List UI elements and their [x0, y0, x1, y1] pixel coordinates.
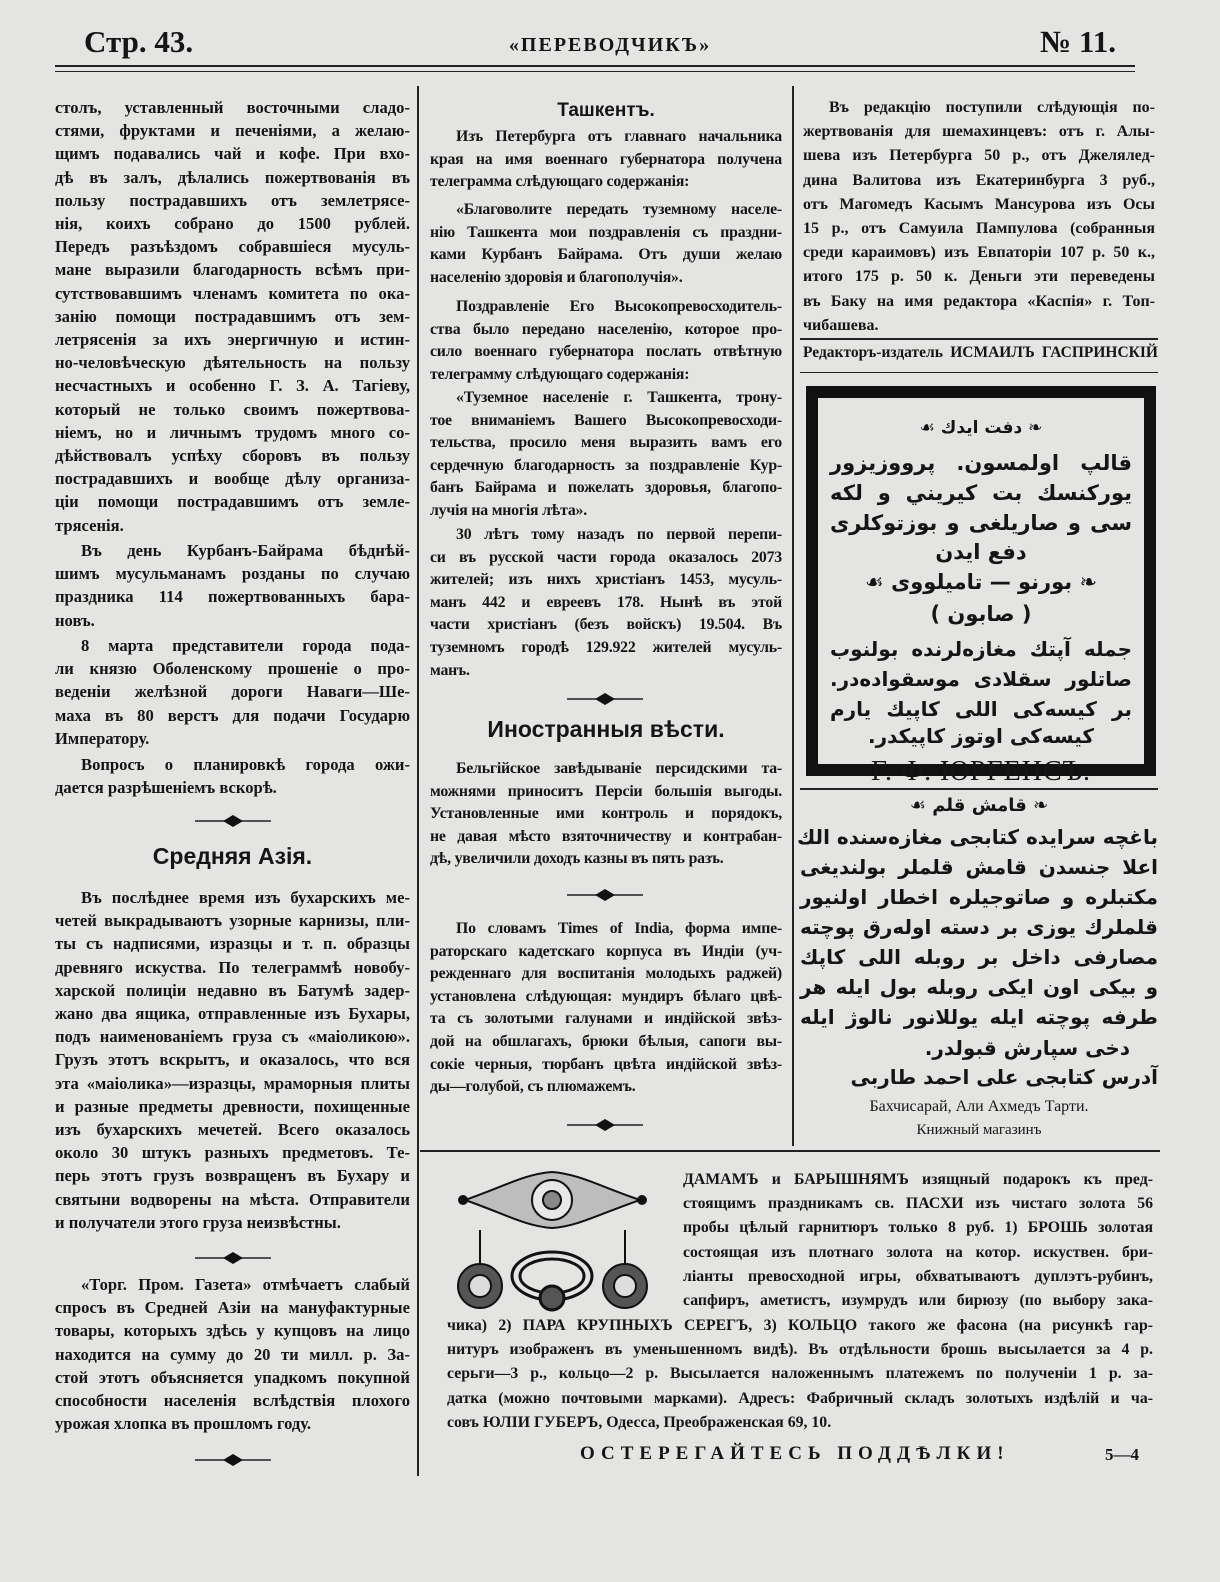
- article-paragraph: [55, 539, 410, 632]
- text-line: серьги—3 р., кольцо—2 р. Высылается наложеннымъ платежемъ по полученіи 1 р. за-: [447, 1365, 1153, 1383]
- text-line: قلملرك يوزى بر دسته اوله‌رق پوچته: [800, 915, 1158, 939]
- text-line: банъ Байрама и пожелать здоровья, благопо-: [430, 479, 782, 497]
- text-line: ды—голубой, съ плюмажемъ.: [430, 1078, 636, 1096]
- text-line: дой на обшлагахъ, брюки бѣлыя, сапоги вы-: [430, 1032, 782, 1050]
- text-line: дѣ, увеличили доходъ казны въ пять разъ.: [430, 850, 724, 868]
- insertion-number: 5—4: [1105, 1445, 1139, 1464]
- text-line: населенію здоровія и благополучія».: [430, 268, 683, 286]
- text-line: эта «маіолика»—изразцы, мраморныя плиты: [55, 1073, 410, 1093]
- product-type: ( صابون ): [930, 602, 1032, 626]
- text-line: но-человѣческую дѣятельность на пользу: [55, 353, 410, 373]
- article-paragraph: [55, 96, 410, 537]
- text-line: стой этотъ объясняется упадкомъ покупной: [55, 1367, 410, 1387]
- ad-shop: Книжный магазинъ: [916, 1122, 1042, 1138]
- text-line: Передъ разъѣздомъ собравшіеся мусуль-: [55, 237, 410, 257]
- ornament-divider: [565, 1118, 645, 1132]
- brooch-icon: [459, 1172, 646, 1228]
- jewelry-illustration: [455, 1168, 650, 1326]
- header-rule-bottom: [55, 71, 1135, 72]
- text-line: 8 марта представители города пода-: [81, 636, 410, 655]
- text-line: состоящая изъ плотнаго золота на котор. искуствен. бри-: [683, 1243, 1153, 1261]
- text-line: يوركنسك بت كيريني و لكه: [830, 481, 1132, 505]
- text-line: трясенія.: [55, 515, 124, 535]
- text-line: ками Курбанъ Байрама. Отъ души желаю: [430, 246, 782, 264]
- text-line: манъ.: [430, 661, 470, 679]
- text-line: Бельгійское завѣдываніе персидскими та-: [456, 760, 782, 777]
- ornament-divider: [193, 814, 273, 828]
- text-line: отъ Магомедъ Касымъ Мансурова изъ Осы: [803, 195, 1155, 213]
- text-line: «Туземное населеніе г. Ташкента, трону-: [456, 389, 782, 406]
- text-line: нія, коихъ собрано до 1500 рублей.: [55, 214, 410, 234]
- ad-title-text: قامش قلم: [932, 795, 1027, 816]
- donations-notice: [803, 96, 1155, 338]
- text-line: и разные предметы древности, похищенные: [55, 1096, 410, 1116]
- text-line: раторскаго кадетскаго корпуса въ Индіи (уч-: [430, 942, 782, 960]
- ring-icon: [512, 1252, 592, 1310]
- ad-title: [818, 418, 1144, 438]
- ad-address-arabic: آدرس كتابجى على احمد طاربى: [850, 1065, 1158, 1089]
- newspaper-title: «ПЕРЕВОДЧИКЪ»: [508, 34, 712, 56]
- text-line: اعلا جنسدن قامش قلملر بولنديغى: [800, 855, 1158, 879]
- text-line: сапфиръ, аметистъ, изумрудъ или бирюзу (по выбору зака-: [683, 1292, 1153, 1310]
- text-line: Въ послѣднее время изъ бухарскихъ ме-: [81, 888, 410, 907]
- text-line: مصارفى داخل بر روبله اللى كاپك: [800, 945, 1158, 969]
- article-paragraph: [430, 387, 782, 523]
- divider: [800, 788, 1158, 790]
- text-line: летрясенія за ихъ энергичную и истин-: [55, 330, 410, 350]
- text-line: занію помощи пострадавшимъ отъ зем-: [55, 306, 410, 326]
- text-line: шимъ мусульманамъ розданы по случаю: [55, 564, 410, 584]
- text-line: который не только своимъ пожертвова-: [55, 399, 410, 419]
- article-paragraph: [55, 1273, 410, 1435]
- text-line: و بيكى اون ايكى روبله بول ايله هر: [800, 975, 1158, 999]
- text-line: пользу пострадавшихъ отъ землетрясе-: [55, 190, 410, 210]
- ornament-icon: ☙: [919, 418, 941, 438]
- text-line: сило военнаго губернатора послать отвѣтную: [430, 343, 782, 361]
- article-paragraph: [430, 524, 782, 682]
- text-line: ства было передано населенію, которое про-: [430, 320, 782, 338]
- ad-text-line: دفع ايدن: [935, 540, 1027, 564]
- product-name-text: بورنو — تاميلووى: [891, 570, 1073, 594]
- text-line: телеграмму слѣдующаго содержанія:: [430, 365, 690, 383]
- text-line: не давая мѣсто взяточничеству и контрабан-: [430, 827, 782, 845]
- text-line: Императору.: [55, 728, 150, 748]
- text-line: установлена слѣдующая: мундиръ бѣлаго цвѣ-: [430, 987, 782, 1005]
- section-heading: Иностранныя вѣсти.: [487, 716, 725, 742]
- text-line: сокіе черныя, тюрбанъ цвѣта индійской звѣз-: [430, 1055, 782, 1073]
- text-line: чибашева.: [803, 316, 879, 334]
- article-paragraph: [55, 634, 410, 750]
- text-line: изъ бухарскихъ мечетей. Всего оказалось: [55, 1120, 410, 1140]
- text-line: туземномъ городѣ 129.922 жителей мусуль-: [430, 638, 782, 656]
- text-line: дѣ въ залъ, дѣлались пожертвованія въ: [55, 167, 410, 187]
- text-line: нію Ташкента мои поздравленія съ праздни-: [430, 223, 782, 241]
- ad-brand: Г. Ф. ЮРГЕНСЪ.: [870, 756, 1092, 787]
- text-line: харской полиціи недавно въ Батумѣ задер-: [55, 980, 410, 1000]
- ornament-divider: [193, 1251, 273, 1265]
- column-divider: [792, 86, 794, 1146]
- text-line: маха въ 80 верстъ для подачи Государю: [55, 705, 410, 725]
- text-line: Въ редакцію поступили слѣдующія по-: [829, 99, 1155, 116]
- text-line: тое вниманіемъ Вашего Высокопревосходи-: [430, 411, 782, 429]
- text-line: بر كيسه‌كى اللى كاپيك يارم: [830, 697, 1132, 721]
- text-line: итого 175 р. 50 к. Деньги эти переведены: [803, 268, 1155, 286]
- ornament-icon: ❧: [1026, 795, 1049, 816]
- text-line: Изъ Петербурга отъ главнаго начальника: [456, 128, 782, 145]
- text-line: перь этотъ грузъ возвращенъ въ Бухару и: [55, 1166, 410, 1186]
- earring-icon: [458, 1230, 502, 1308]
- text-line: режденнаго для воспитанія молодыхъ раджей): [430, 965, 782, 983]
- ad-title-text: دفت ايدك: [940, 418, 1023, 438]
- text-line: телеграмма слѣдующаго содержанія:: [430, 173, 690, 191]
- ornament-divider: [565, 888, 645, 902]
- ad-text-line: كيسه‌كى اوتوز كاپيكدر.: [867, 724, 1095, 748]
- text-line: ты съ надписями, изразцы и т. п. образцы: [55, 934, 410, 954]
- text-line: совъ ЮЛІИ ГУБЕРЪ, Одесса, Преображенская 69, 10.: [447, 1413, 832, 1431]
- header-rule-top: [55, 65, 1135, 67]
- text-line: способности населенія вслѣдствія плохого: [55, 1391, 410, 1411]
- text-line: пострадавшихъ и вообще дѣлу организа-: [55, 469, 410, 489]
- text-line: находится на сумму до 20 ти милл. р. За-: [55, 1344, 410, 1364]
- issue-number: № 11.: [1040, 24, 1116, 59]
- text-line: около 30 штукъ разныхъ предметовъ. Те-: [55, 1143, 410, 1163]
- ad-text: [830, 448, 1132, 538]
- article-paragraph: [430, 296, 782, 386]
- text-line: датка (можно почтовыми марками). Адресъ: Фабричный складъ золотыхъ издѣлій и ча-: [447, 1389, 1153, 1407]
- text-line: Поздравленіе Его Высокопревосходитель-: [456, 298, 782, 315]
- article-paragraph: [430, 758, 782, 871]
- text-line: жертвованія для шемахинцевъ: отъ г. Алы-: [803, 123, 1155, 141]
- article-paragraph: [430, 199, 782, 289]
- text-line: مكتبلره و صاتوجيلره اخطار اولنيور: [800, 885, 1158, 909]
- text-line: нитуръ изображенъ въ уменьшенномъ видѣ). Въ отдѣльности брошь высылается за 4 р.: [447, 1341, 1153, 1359]
- text-line: столъ, уставленный восточными сладо-: [55, 98, 410, 117]
- product-name: [818, 570, 1144, 594]
- text-line: урожая хлопка въ прошломъ году.: [55, 1414, 312, 1434]
- text-line: Вопросъ о планировкѣ города ожи-: [81, 755, 410, 774]
- text-line: сутствовавшимъ членамъ комитета по ока-: [55, 283, 410, 303]
- text-line: «Благоволите передать туземному населе-: [456, 201, 782, 218]
- text-line: ціи помощи пострадавшимъ отъ земле-: [55, 492, 410, 512]
- text-line: можнями приноситъ Персіи большія выгоды.: [430, 782, 782, 800]
- text-line: стоящимъ праздникамъ св. ПАСХИ изъ чистаго золота 56: [683, 1195, 1153, 1213]
- ornament-icon: ❧: [1022, 418, 1043, 438]
- text-line: манъ 442 и евреевъ 178. Нынѣ въ этой: [430, 593, 782, 611]
- text-line: Установленные ими контроль и порядокъ,: [430, 805, 782, 823]
- warning-text: ОСТЕРЕГАЙТЕСЬ ПОДДѢЛКИ!: [580, 1443, 1010, 1464]
- text-line: ли князю Оболенскому прошеніе о про-: [55, 659, 410, 679]
- text-line: несчастныхъ и особенно Г. З. А. Тагіеву,: [55, 376, 410, 396]
- ornament-divider: [565, 692, 645, 706]
- text-line: ніемъ, но и личнымъ трудомъ много со-: [55, 422, 410, 442]
- ad-address: Бахчисарай, Али Ахмедъ Тарти.: [869, 1098, 1089, 1115]
- page-number: Стр. 43.: [84, 24, 194, 59]
- text-line: 30 лѣтъ тому назадъ по первой перепи-: [456, 526, 782, 543]
- text-line: Въ день Курбанъ-Байрама бѣднѣй-: [81, 541, 410, 560]
- text-line: ДАМАМЪ и БАРЫШНЯМЪ изящный подарокъ къ пред-: [683, 1171, 1153, 1188]
- text-line: четей выкрадываютъ узорные карнизы, пли-: [55, 911, 410, 931]
- text-line: صاتلور سقلادى موسقوادەدر.: [830, 667, 1132, 691]
- divider: [800, 338, 1158, 340]
- ornament-icon: ❧: [1072, 570, 1098, 594]
- text-line: шева изъ Петербурга 50 р., отъ Джелялед-: [803, 147, 1155, 165]
- text-line: среди караимовъ) изъ Евпаторіи 107 р. 50 к.,: [803, 244, 1155, 262]
- text-line: въ Баку на имя редактора «Каспія» г. Топ-: [803, 292, 1155, 310]
- article-paragraph: [430, 918, 782, 1099]
- text-line: древняго искуства. По телеграммѣ новобу-: [55, 957, 410, 977]
- text-line: святыни водворены на мѣста. Отправители: [55, 1189, 410, 1209]
- text-line: дѣйствовалъ успѣху сборовъ въ пользу: [55, 446, 410, 466]
- divider: [800, 372, 1158, 373]
- section-heading: Ташкентъ.: [557, 100, 655, 121]
- text-line: сердечную благодарность за поздравленіе Кур-: [430, 456, 782, 474]
- text-line: قالپ اولمسون. پرووزيزور: [830, 451, 1132, 475]
- text-line: части христіанъ (безъ войскъ) 19.504. Въ: [430, 616, 782, 634]
- ad-title: [800, 795, 1158, 816]
- text-line: سى و صاريلغى و بوزتوكلرى: [830, 511, 1132, 535]
- jewelry-ad-text: [683, 1168, 1153, 1313]
- section-heading: Средняя Азія.: [152, 843, 313, 869]
- text-line: По словамъ Times of India, форма импе-: [456, 920, 782, 937]
- text-line: 15 р., отъ Самуила Пампулова (собранныя: [803, 220, 1155, 238]
- text-line: ліанты превосходной игры, обхватываютъ дуплэтъ-рубинъ,: [683, 1267, 1153, 1285]
- text-line: стями, фруктами и печеніями, а желаю-: [55, 121, 410, 141]
- text-line: праздника 114 пожертвованныхъ бара-: [55, 587, 410, 607]
- text-line: чика) 2) ПАРА КРУПНЫХЪ СЕРЕГЪ, 3) КОЛЬЦО такого же фасона (на рисункѣ гар-: [447, 1317, 1153, 1334]
- article-paragraph: [55, 886, 410, 1234]
- ornament-icon: ☙: [864, 570, 891, 594]
- text-line: дается разрѣшеніемъ вскорѣ.: [55, 778, 277, 798]
- text-line: си въ русской части города оказалось 2073: [430, 548, 782, 566]
- article-paragraph: [55, 753, 410, 799]
- editor-publisher: Редакторъ-издатель ИСМАИЛЪ ГАСПРИНСКІЙ: [803, 344, 1158, 361]
- text-line: товары, которыхъ здѣсь у купцовъ на лицо: [55, 1321, 410, 1341]
- text-line: жано два ящика, отправленные изъ Бухары,: [55, 1004, 410, 1024]
- text-line: Грузъ этотъ вскрытъ, и оказалось, что вся: [55, 1050, 410, 1070]
- text-line: спросъ въ Средней Азіи на мануфактурные: [55, 1298, 410, 1318]
- soap-advertisement: [806, 386, 1156, 787]
- ad-text: [830, 634, 1132, 724]
- text-line: та съ золотыми галунами и индійской звѣз-: [430, 1010, 782, 1028]
- text-line: лучія на многія лѣта».: [430, 501, 587, 519]
- column-divider: [417, 86, 419, 1476]
- text-line: باغچه سرايده كتابجى مغازه‌سنده الك: [796, 825, 1158, 849]
- text-line: щимъ подавались чай и кофе. При вхо-: [55, 144, 410, 164]
- text-line: края на имя военнаго губернатора получена: [430, 150, 782, 168]
- article-paragraph: [430, 126, 782, 194]
- ornament-divider: [193, 1453, 273, 1467]
- text-line: طرفه پوچته ايله يوللانور نالوژ ايله: [800, 1005, 1158, 1029]
- text-line: пробы цѣлый гарнитюръ только 8 руб. 1) БРОШЬ золотая: [683, 1219, 1153, 1237]
- jewelry-ad-text: [447, 1314, 1153, 1435]
- text-line: тельства, просило меня выразить вамъ его: [430, 434, 782, 452]
- text-line: подъ наименованіемъ груза съ «маіоликою».: [55, 1027, 410, 1047]
- text-line: жителей; изъ нихъ христіанъ 1453, мусуль-: [430, 571, 782, 589]
- text-line: дина Валитова изъ Екатеринбурга 3 руб.,: [803, 171, 1155, 189]
- section-divider: [420, 1150, 1160, 1152]
- pens-ad-text: [796, 822, 1158, 1032]
- ornament-icon: ☙: [909, 795, 933, 816]
- ad-text-line: دخى سپارش قبولدر.: [924, 1036, 1130, 1060]
- text-line: и получатели этого груза неизвѣстны.: [55, 1212, 341, 1232]
- text-line: веденіи желѣзной дороги Наваги—Ше-: [55, 682, 410, 702]
- earring-icon: [603, 1230, 647, 1308]
- text-line: мане выразили благодарность всѣмъ при-: [55, 260, 410, 280]
- text-line: «Торг. Пром. Газета» отмѣчаетъ слабый: [81, 1275, 410, 1294]
- text-line: جمله آپتك مغازه‌لرنده بولنوب: [830, 637, 1132, 661]
- text-line: новъ.: [55, 610, 95, 630]
